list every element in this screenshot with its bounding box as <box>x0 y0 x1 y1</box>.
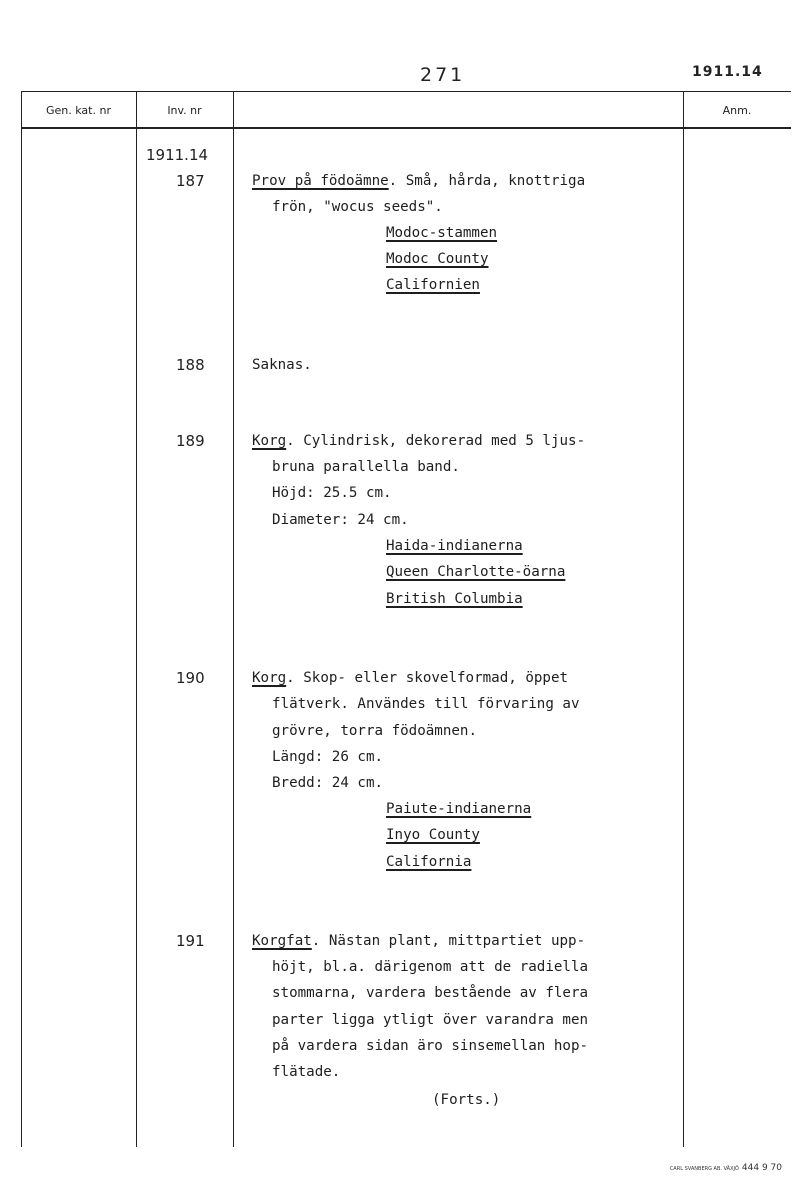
object-title: Korgfat <box>252 933 312 949</box>
printer-imprint <box>670 1163 782 1173</box>
origin-country: Californien <box>386 277 480 293</box>
printer-name: CARL SVANBERG AB. VÄXJÖ <box>669 1166 739 1172</box>
description-line: flätade. <box>272 1064 341 1080</box>
column-divider-left <box>21 91 22 1147</box>
origin-tribe: Paiute-indianerna <box>386 801 532 817</box>
height-measure: Höjd: 25.5 cm. <box>272 485 392 501</box>
header-anm: Anm. <box>722 104 752 117</box>
page-number: 271 <box>420 64 466 86</box>
description-line: frön, "wocus seeds". <box>272 199 443 215</box>
description-line: höjt, bl.a. därigenom att de radiella <box>272 959 589 975</box>
origin-region: Queen Charlotte-öarna <box>386 564 566 580</box>
description-line: parter ligga ytligt över varandra men <box>272 1012 589 1028</box>
description-line: på vardera sidan äro sinsemellan hop- <box>272 1038 589 1054</box>
inv-number: 191 <box>176 932 205 950</box>
object-title: Korg <box>252 670 287 686</box>
description-line: bruna parallella band. <box>272 459 460 475</box>
length-measure: Längd: 26 cm. <box>272 749 384 765</box>
width-measure: Bredd: 24 cm. <box>272 775 384 791</box>
description-text: . Skop- eller skovelformad, öppet <box>286 670 569 686</box>
origin-country: British Columbia <box>386 591 523 607</box>
form-code: 444 9 70 <box>741 1163 782 1173</box>
description-line: stommarna, vardera bestående av flera <box>272 985 589 1001</box>
catalog-year: 1911.14 <box>692 64 763 80</box>
origin-tribe: Haida-indianerna <box>386 538 523 554</box>
description-text: . Små, hårda, knottriga <box>388 173 586 189</box>
diameter-measure: Diameter: 24 cm. <box>272 512 409 528</box>
column-divider-inv-desc <box>233 91 234 1147</box>
entry-description <box>252 665 568 692</box>
object-title: Prov på födoämne <box>252 173 389 189</box>
entry-description <box>252 428 585 455</box>
description-line: grövre, torra födoämnen. <box>272 723 477 739</box>
inv-number: 190 <box>176 669 205 687</box>
origin-region: Modoc County <box>386 251 489 267</box>
inv-prefix: 1911.14 <box>146 146 209 164</box>
entry-description: Saknas. <box>252 357 312 373</box>
inv-number: 188 <box>176 356 205 374</box>
inv-number: 187 <box>176 172 205 190</box>
description-text: . Nästan plant, mittpartiet upp- <box>311 933 586 949</box>
column-divider-gen-inv <box>136 91 137 1147</box>
header-gen-kat-nr: Gen. kat. nr <box>46 104 111 117</box>
inv-number: 189 <box>176 432 205 450</box>
description-line: flätverk. Användes till förvaring av <box>272 696 580 712</box>
origin-country: California <box>386 854 472 870</box>
entry-description <box>252 928 585 955</box>
entry-description <box>252 168 585 195</box>
origin-region: Inyo County <box>386 827 480 843</box>
origin-tribe: Modoc-stammen <box>386 225 498 241</box>
header-inv-nr: Inv. nr <box>167 104 202 117</box>
object-title: Korg <box>252 433 287 449</box>
continued-note: (Forts.) <box>432 1092 501 1108</box>
column-divider-desc-anm <box>683 91 684 1147</box>
description-text: . Cylindrisk, dekorerad med 5 ljus- <box>286 433 586 449</box>
